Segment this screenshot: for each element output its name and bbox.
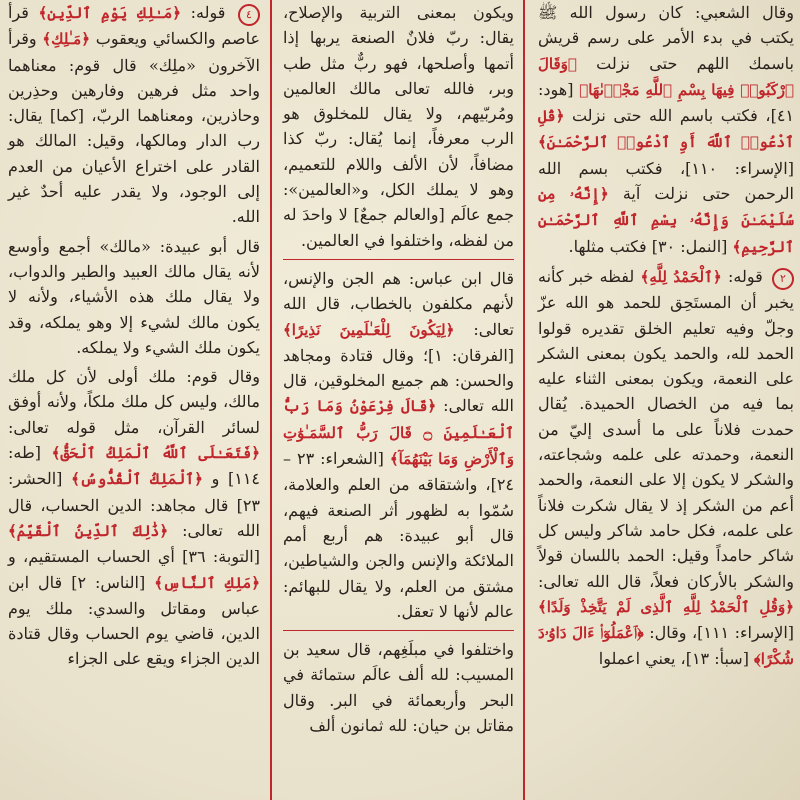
- quran-verse: ﴿فَتَعَـٰلَى ٱللَّهُ ٱلْمَلِكُ ٱلْحَقُّ﴾: [51, 444, 260, 463]
- paragraph: [8, 0, 260, 230]
- text-run: قوله:: [727, 266, 763, 286]
- paragraph: [538, 264, 794, 673]
- quran-verse: ﴿وَقَالَ ٱرْكَبُوا۟ فِيهَا بِسْمِ ٱللَّهِ مَجْر۪ىٰهَا﴾: [538, 54, 794, 99]
- ayah-number-marker: ٢: [772, 268, 794, 290]
- quran-verse: ﴿قَالَ فِرْعَوْنُ وَمَا رَبُّ ٱلْعَـٰلَمِينَ ۝ قَالَ رَبُّ ٱلسَّمَـٰوَٰتِ وَٱلْأَرْضِ وَمَا بَيْنَهُمَآ﴾: [283, 397, 515, 469]
- quran-verse: ﴿قُلِ ٱدْعُوا۟ ٱللَّهَ أَوِ ٱدْعُوا۟ ٱلرَّحْمَـٰنَ﴾: [538, 107, 794, 152]
- text-run: [التوبة: ٣٦] أي الحساب المستقيم، و: [8, 547, 260, 567]
- quran-verse: ﴿مَـٰلِكِ﴾: [42, 30, 91, 49]
- quran-verse: ﴿ٱعْمَلُوٓا۟ ءَالَ دَاوُۥدَ شُكْرًا﴾: [538, 624, 794, 669]
- quran-verse: ﴿لِيَكُونَ لِلْعَـٰلَمِينَ نَذِيرًا﴾: [283, 320, 455, 339]
- column-middle: [275, 0, 522, 800]
- text-run: [الإسراء: ١١٠]، فكتب بسم الله الرحمن حتى نزلت آية: [538, 158, 795, 204]
- paragraph: [283, 266, 514, 624]
- text-run: قال أبو عبيدة: «مالك» أجمع وأوسع لأنه يقال مالك العبيد والطير والدواب، ولا يقال ملك هذه الأشياء، ولأنه لا يكون مالك لشيء إلا وهو يملكه، وقد يكون ملك الشيء ولا يملكه.: [8, 236, 260, 357]
- text-run: [الإسراء: ١١١]، وقال:: [649, 623, 795, 643]
- text-run: [الحشر: ٢٣] قال مجاهد: الدين الحساب، قال الله تعالى:: [8, 469, 260, 540]
- text-run: قوله:: [190, 3, 226, 22]
- text-run: [هود: ٤١]، فكتب باسم الله حتى نزلت: [538, 79, 795, 126]
- text-run: [الشعراء: ٢٣ – ٢٤]، واشتقاقه من العلم والعلامة، سُمّوا به لظهور أثر الصنعة فيهم، قال أبو عبيدة: هم أربع أمم الملائكة والإنس والجن والشياطين، مشتق من العلم، ولا يقال للبهائم: عالم لأنها لا تعقل.: [283, 449, 514, 621]
- text-run: [طه: ١١٤] و: [8, 443, 260, 489]
- text-run: وقرأ الآخرون «ملِك» قال قوم: معناهما واحد مثل فرهين وفارهين وحذِرين وحاذرين، ومعناهما الربّ، [كما] يقال: رب الدار ومالكها، وقيل: المالك هو القادر على اختراع الأعيان من العدم إلى الوجود، ولا يقدر عليه أحدٌ غير الله.: [8, 29, 260, 227]
- paragraph: [8, 234, 260, 360]
- column-right: [528, 0, 800, 800]
- quran-verse: ﴿إِنَّهُۥ مِن سُلَيْمَـٰنَ وَإِنَّهُۥ بِسْمِ ٱللَّهِ ٱلرَّحْمَـٰنِ ٱلرَّحِيمِ﴾: [538, 185, 794, 256]
- text-run: [الناس: ٢] قال ابن عباس ومقاتل والسدي: ملك يوم الدين، قاضي يوم الحساب وقال قتادة الدين الجزاء ويقع على الجزاء: [8, 572, 260, 669]
- quran-verse: ﴿ٱلْمَلِكُ ٱلْقُدُّوسُ﴾: [71, 470, 203, 489]
- quran-verse: ﴿مَـٰلِكِ يَوْمِ ٱلدِّينِ﴾: [38, 4, 182, 22]
- text-run: [الفرقان: ١]؛ وقال قتادة ومجاهد والحسن: هم جميع المخلوقين، قال الله تعالى:: [283, 345, 515, 416]
- column-rule-right: [523, 0, 525, 800]
- text-run: [النمل: ٣٠] فكتب مثلها.: [568, 236, 728, 256]
- text-run: قرأ عاصم والكسائي ويعقوب: [8, 3, 260, 49]
- text-run: لفظه خبر كأنه يخبر أن المستَحِق للحمد هو الله عزّ وجلّ وفيه تعليم الخلق تقديره قولوا الحمد لله، والحمد يكون بمعنى الشكر على النعمة، ويكون بمعنى الثناء عليه بما فيه من الخصال الحميدة. يُقال حمدت فلاناً على ما أسدى إليّ من النعمة، وحمدته على علمه وشجاعته، والشكر لا يكون إلا على النعمة، والحمد أعم من الشكر إذ لا يقال شكرت فلاناً على علمه، فكل حامد شاكر وليس كل شاكر حامداً وقيل: الحمد باللسان قولاً والشكر بالأركان فعلاً، قال الله تعالى:: [538, 266, 794, 591]
- text-run: [سبأ: ١٣]، يعني اعملوا: [598, 649, 749, 669]
- text-run: ويكون بمعنى التربية والإصلاح، يقال: ربّ فلانٌ الصنعة يربها إذا أتمها وأصلحها، فهو ربٌّ مثل طب وبر، فالله تعالى مالك العالمين ومُربّيهم، ولا يقال للمخلوق هو الرب معرفاً، إنما يُقال: ربّ كذا مضافاً، لأن الألف واللام للتعميم، وهو لا يملك الكل، و«العالمين»: جمع عالَم [والعالم جمعٌ] لا واحدَ له من لفظه، واختلفوا في العالمين.: [283, 3, 514, 250]
- column-left: [0, 0, 268, 800]
- text-run: قال ابن عباس: هم الجن والإنس، لأنهم مكلفون بالخطاب، قال الله تعالى:: [283, 268, 514, 339]
- paragraph: [538, 0, 794, 260]
- quran-verse: ﴿وَقُلِ ٱلْحَمْدُ لِلَّهِ ٱلَّذِى لَمْ يَتَّخِذْ وَلَدًا﴾: [538, 597, 794, 616]
- paragraph-divider: [283, 259, 514, 260]
- paragraph-divider: [283, 630, 514, 631]
- column-rule-left: [270, 0, 272, 800]
- paragraph: [283, 637, 514, 738]
- text-run: وقال قوم: ملك أولى لأن كل ملك مالك، وليس كل ملك ملكاً، ولأنه أوفق لسائر القرآن، مثل قوله تعالى:: [8, 367, 260, 437]
- ayah-number-marker: ٤: [238, 4, 260, 26]
- paragraph: [8, 364, 260, 672]
- quran-verse: ﴿ذَٰلِكَ ٱلدِّينُ ٱلْقَيِّمُ﴾: [8, 521, 169, 540]
- quran-verse: ﴿مَلِكِ ٱلنَّاسِ﴾: [154, 573, 260, 592]
- quran-verse: ﴿ٱلْحَمْدُ لِلَّهِ﴾: [640, 267, 722, 286]
- text-run: وقال الشعبي: كان رسول الله ﷺ يكتب في بدء الأمر على رسم قريش باسمك اللهم حتى نزلت: [538, 3, 794, 73]
- text-run: واختلفوا في مبلَغِهم، قال سعيد بن المسيب: لله ألف عالَم ستمائة في البحر وأربعمائة في البر. وقال مقاتل بن حيان: لله ثمانون ألف: [283, 640, 514, 736]
- paragraph: [283, 0, 514, 253]
